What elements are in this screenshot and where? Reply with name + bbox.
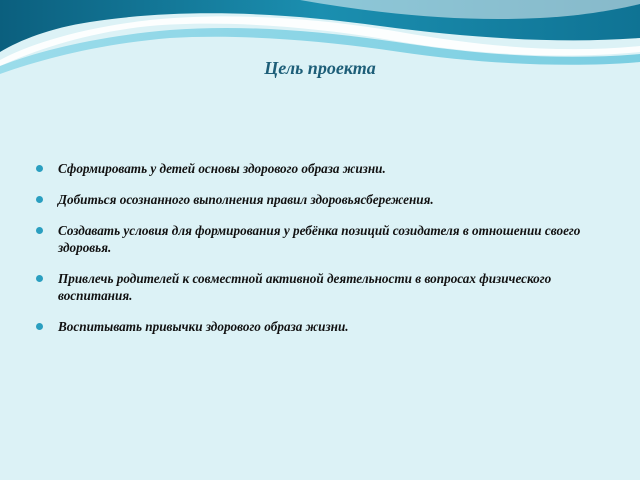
goal-item <box>36 318 596 335</box>
goal-text: Создавать условия для формирования у ребёнка позиций созидателя в отношении своего здоровья. <box>58 223 581 255</box>
goal-text: Добиться осознанного выполнения правил здоровьясбережения. <box>58 192 434 207</box>
goal-text: Воспитывать привычки здорового образа жизни. <box>58 319 349 334</box>
bullet-icon <box>36 323 43 330</box>
goal-text: Сформировать у детей основы здорового образа жизни. <box>58 161 386 176</box>
goal-item <box>36 191 596 208</box>
goals-list <box>36 160 596 349</box>
slide-title: Цель проекта <box>264 58 376 78</box>
goal-item <box>36 270 596 304</box>
bullet-icon <box>36 275 43 282</box>
goal-item <box>36 160 596 177</box>
bullet-icon <box>36 196 43 203</box>
goal-item <box>36 222 596 256</box>
bullet-icon <box>36 227 43 234</box>
goal-text: Привлечь родителей к совместной активной деятельности в вопросах физического воспитания. <box>58 271 552 303</box>
bullet-icon <box>36 165 43 172</box>
